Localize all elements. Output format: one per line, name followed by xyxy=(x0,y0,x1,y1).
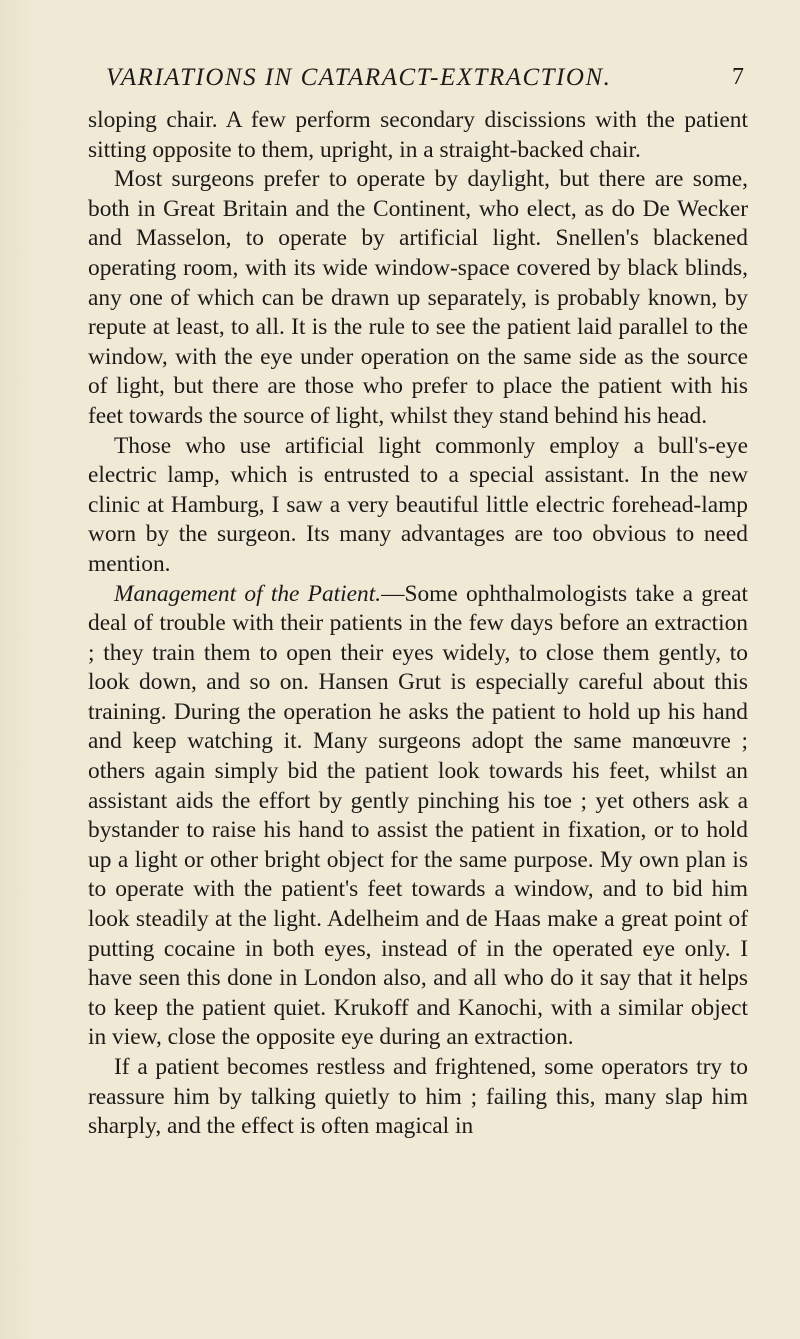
section-lead: Management of the Patient. xyxy=(114,580,382,607)
paragraph-text: —Some ophthalmologists take a great deal of trouble with their patients in the few days before an extraction ; they train them to open their eyes widely, to close them gently, to look down, and so on. Hansen Grut is especially careful about this training. During the operation he asks the patient to hold up his hand and keep watching it. Many surgeons adopt the same manœuvre ; others again simply bid the patient look towards his feet, whilst an assistant aids the effort by gently pinching his toe ; yet others ask a bystander to raise his hand to assist the patient in fixation, or to hold up a light or other bright object for the same purpose. My own plan is to operate with the patient's feet towards a window, and to bid him look steadily at the light. Adelheim and de Haas make a great point of putting cocaine in both eyes, instead of in the operated eye only. I have seen this done in London also, and all who do it say that it helps to keep the patient quiet. Krukoff and Kanochi, with a similar object in view, close the opposite eye during an extraction. xyxy=(88,580,748,1051)
paragraph-text: Those who use artificial light commonly employ a bull's-eye electric lamp, which is entrusted to a special assistant. In the new clinic at Hamburg, I saw a very beautiful little electric forehead-lamp worn by the surgeon. Its many advantages are too obvious to need mention. xyxy=(88,432,748,577)
paragraph-text: sloping chair. A few perform secondary discissions with the patient sitting opposite to them, upright, in a straight-backed chair. xyxy=(88,107,748,163)
paragraph xyxy=(88,580,748,1054)
paragraph-text: Most surgeons prefer to operate by daylight, but there are some, both in Great Britain and the Continent, who elect, as do De Wecker and Masselon, to operate by artificial light. Snellen's blackened operating room, with its wide window-space covered by black blinds, any one of which can be drawn up separately, is probably known, by repute at least, to all. It is the rule to see the patient laid parallel to the window, with the eye under operation on the same side as the source of light, but there are those who prefer to place the patient with his feet towards the source of light, whilst they stand behind his head. xyxy=(88,166,748,429)
paragraph xyxy=(88,106,748,165)
page-header xyxy=(88,60,748,106)
paragraph xyxy=(88,165,748,431)
paragraph xyxy=(88,1053,748,1142)
book-page xyxy=(88,60,748,1142)
paragraph-text: If a patient becomes restless and frightened, some operators try to reassure him by talking quietly to him ; failing this, many slap him sharply, and the effect is often magical in xyxy=(88,1054,748,1140)
page-number: 7 xyxy=(732,64,744,90)
page-binding-shadow xyxy=(0,0,34,1339)
body-text xyxy=(88,106,748,1142)
paragraph xyxy=(88,432,748,580)
running-head: VARIATIONS IN CATARACT-EXTRACTION. xyxy=(106,64,612,91)
